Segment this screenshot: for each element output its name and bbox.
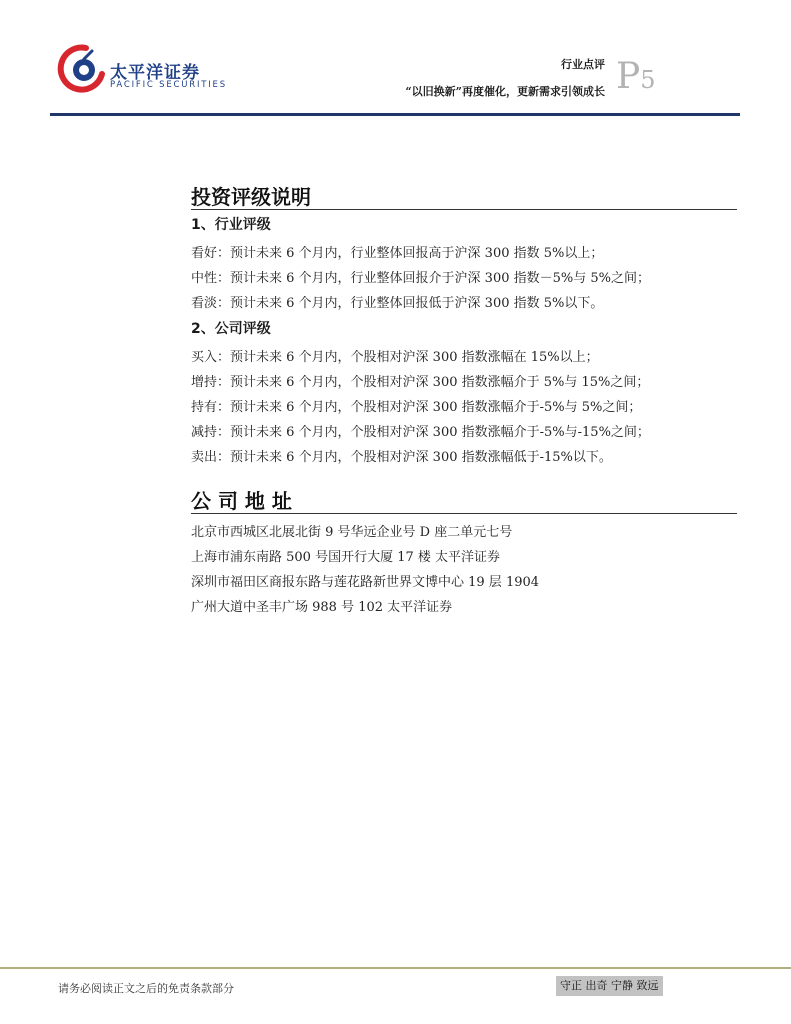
report-title: “以旧换新”再度催化，更新需求引领成长 [405, 85, 605, 98]
address-section-divider [191, 513, 737, 514]
report-type: 行业点评 [561, 58, 605, 71]
header-divider [50, 113, 740, 116]
company-rating-line: 减持：预计未来 6 个月内，个股相对沪深 300 指数涨幅介于-5%与-15%之间； [191, 425, 650, 440]
address-line: 上海市浦东南路 500 号国开行大厦 17 楼 太平洋证券 [191, 550, 501, 565]
address-line: 北京市西城区北展北街 9 号华远企业号 D 座二单元七号 [191, 525, 513, 540]
address-line: 深圳市福田区商报东路与莲花路新世界文博中心 19 层 1904 [191, 575, 540, 590]
rating-section-title: 投资评级说明 [191, 185, 311, 209]
company-rating-line: 买入：预计未来 6 个月内，个股相对沪深 300 指数涨幅在 15%以上； [191, 350, 599, 365]
page-number-value: 5 [640, 66, 656, 94]
address-section-title: 公 司 地 址 [191, 489, 292, 513]
industry-rating-heading: 1、行业评级 [191, 217, 271, 233]
footer-divider [0, 967, 791, 969]
address-line: 广州大道中圣丰广场 988 号 102 太平洋证券 [191, 600, 453, 615]
company-rating-line: 增持：预计未来 6 个月内，个股相对沪深 300 指数涨幅介于 5%与 15%之间； [191, 375, 650, 390]
page-prefix: P [616, 56, 641, 97]
rating-section-divider [191, 209, 737, 210]
company-rating-line: 卖出：预计未来 6 个月内，个股相对沪深 300 指数涨幅低于-15%以下。 [191, 450, 612, 465]
disclaimer-note: 请务必阅读正文之后的免责条款部分 [58, 982, 234, 995]
logo-chinese-name: 太平洋证券 [110, 63, 200, 83]
company-motto: 守正 出奇 宁静 致远 [556, 976, 663, 996]
industry-rating-line: 看好：预计未来 6 个月内，行业整体回报高于沪深 300 指数 5%以上； [191, 246, 604, 261]
industry-rating-line: 中性：预计未来 6 个月内，行业整体回报介于沪深 300 指数－5%与 5%之间； [191, 271, 650, 286]
industry-rating-line: 看淡：预计未来 6 个月内，行业整体回报低于沪深 300 指数 5%以下。 [191, 296, 604, 311]
company-rating-line: 持有：预计未来 6 个月内，个股相对沪深 300 指数涨幅介于-5%与 5%之间； [191, 400, 642, 415]
pacific-securities-logo-icon [56, 44, 106, 94]
company-rating-heading: 2、公司评级 [191, 321, 271, 337]
page-number [616, 56, 656, 97]
logo-english-name: PACIFIC SECURITIES [110, 80, 227, 90]
